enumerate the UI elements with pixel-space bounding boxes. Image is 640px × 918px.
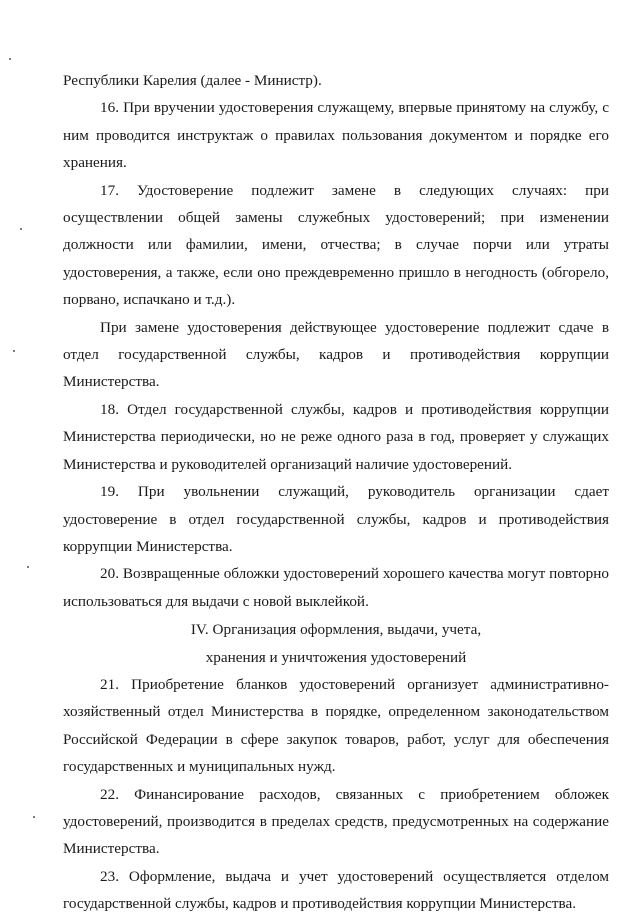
paragraph-19: 19. При увольнении служащий, руководитель организации сдает удостоверение в отдел государственной службы, кадров и противодействия коррупции Министерства. — [63, 483, 609, 555]
scan-speck — [33, 816, 35, 818]
paragraph-22: 22. Финансирование расходов, связанных с приобретением обложек удостоверений, производится в пределах средств, предусмотренных на содержание Министерства. — [63, 785, 609, 858]
paragraph-continuation: Республики Карелия (далее - Министр). — [63, 72, 322, 89]
section-heading-line-1: IV. Организация оформления, выдачи, учета, — [190, 621, 482, 639]
scan-speck — [20, 228, 22, 230]
document-body — [63, 67, 609, 918]
scan-speck — [27, 566, 29, 568]
paragraph-17-replacement: При замене удостоверения действующее удостоверение подлежит сдаче в отдел государственной службы, кадров и противодействия коррупции Министерства. — [63, 318, 609, 391]
paragraph-18: 18. Отдел государственной службы, кадров и противодействия коррупции Министерства периодически, но не реже одного раза в год, проверяет у служащих Министерства и руководителей организаций наличие удостоверений. — [63, 400, 609, 473]
paragraph-16: 16. При вручении удостоверения служащему, впервые принятому на службу, с ним проводится инструктаж о правилах пользования документом и порядке его хранения. — [63, 99, 609, 172]
scan-speck — [13, 350, 15, 352]
scan-speck — [9, 58, 11, 60]
paragraph-21: 21. Приобретение бланков удостоверений организует административно-хозяйственный отдел Министерства в порядке, определенном законодательством Российской Федерации в сфере закупок товаров, работ, услуг для обеспечения государственных и муниципальных нужд. — [63, 675, 609, 776]
paragraph-23: 23. Оформление, выдача и учет удостоверений осуществляется отделом государственной службы, кадров и противодействия коррупции Министерства. — [63, 867, 609, 913]
section-heading-line-2: хранения и уничтожения удостоверений — [205, 648, 467, 666]
paragraph-20: 20. Возвращенные обложки удостоверений хорошего качества могут повторно использоваться для выдачи с новой выклейкой. — [63, 565, 609, 610]
paragraph-17: 17. Удостоверение подлежит замене в следующих случаях: при осуществлении общей замены служебных удостоверений; при изменении должности или фамилии, имени, отчества; в случае порчи или утраты удостоверения, а также, если оно преждевременно пришло в негодность (обгорело, порвано, испачкано и т.д.). — [63, 181, 609, 309]
